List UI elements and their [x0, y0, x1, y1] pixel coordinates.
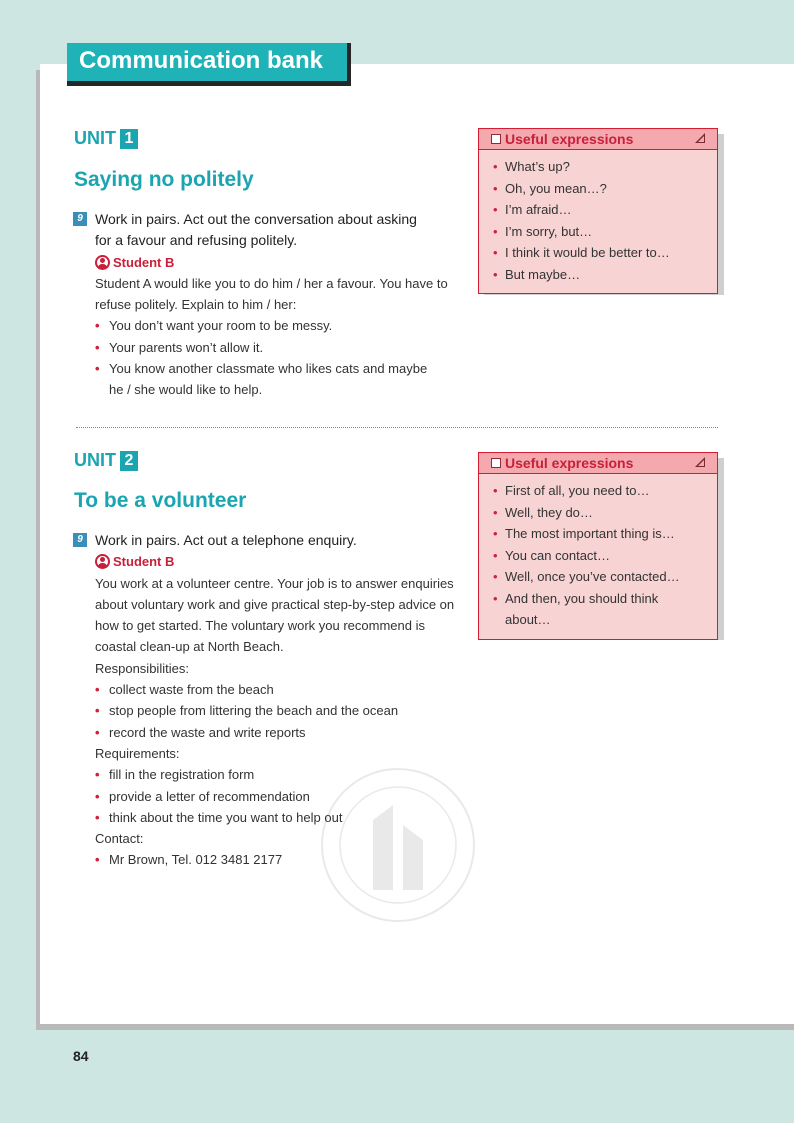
title-banner	[67, 43, 351, 86]
section-divider	[76, 427, 718, 428]
list-item: • record the waste and write reports	[95, 722, 458, 743]
expressions-header	[479, 129, 717, 150]
instruction-line-1: Work in pairs. Act out the conversation about asking	[95, 211, 417, 227]
student-role	[95, 252, 458, 273]
unit-1-task	[73, 209, 458, 401]
checkbox-icon	[491, 458, 501, 468]
list-item: • But maybe…	[493, 264, 707, 286]
instruction-line-1: Work in pairs. Act out a telephone enquiry.	[95, 532, 357, 548]
checkbox-icon	[491, 134, 501, 144]
title-banner-bg	[67, 43, 347, 81]
expressions-title: Useful expressions	[505, 131, 634, 147]
expressions-header	[479, 453, 717, 474]
role-description: You work at a volunteer centre. Your job is to answer enquiries about voluntary work and give practical step-by-step advice on how to get started. The voluntary work you recommend is coastal clean-up at North Beach.	[95, 575, 455, 655]
unit-1-heading	[74, 128, 138, 149]
list-item: • Oh, you mean…?	[493, 178, 707, 200]
student-label: Student B	[113, 254, 175, 270]
instruction-line-2: for a favour and refusing politely.	[95, 232, 298, 249]
requirements-label: Requirements:	[95, 745, 180, 761]
list-item: • Mr Brown, Tel. 012 3481 2177	[95, 849, 458, 870]
list-item: • Your parents won’t allow it.	[95, 337, 458, 358]
list-item: • I’m afraid…	[493, 199, 707, 221]
task-number-icon: 9	[73, 212, 87, 226]
list-item: • First of all, you need to…	[493, 480, 707, 502]
list-item: • You don’t want your room to be messy.	[95, 315, 458, 336]
list-item: • What’s up?	[493, 156, 707, 178]
role-description: Student A would like you to do him / her a favour. You have to refuse politely. Explain to him / her:	[95, 275, 448, 313]
list-item: • Well, once you’ve contacted…	[493, 566, 707, 588]
unit-2-heading	[74, 450, 138, 471]
expressions-title: Useful expressions	[505, 455, 634, 471]
list-item: • And then, you should think about…	[493, 588, 707, 631]
list-item: • You know another classmate who likes cats and maybe he / she would like to help.	[95, 358, 458, 401]
responsibilities-list	[95, 679, 458, 743]
unit-label: UNIT	[74, 128, 116, 148]
useful-expressions-box-1	[478, 128, 718, 294]
corner-triangle-icon	[695, 133, 705, 143]
unit-number: 1	[120, 129, 138, 149]
student-icon	[95, 554, 110, 569]
list-item: • collect waste from the beach	[95, 679, 458, 700]
contact-label: Contact:	[95, 831, 144, 847]
unit-2-title: To be a volunteer	[74, 489, 247, 512]
student-role	[95, 551, 458, 572]
useful-expressions-box-2	[478, 452, 718, 640]
list-item: • think about the time you want to help out	[95, 807, 458, 828]
responsibilities-label: Responsibilities:	[95, 660, 189, 676]
expressions-list	[479, 150, 717, 293]
list-item: • Well, they do…	[493, 502, 707, 524]
list-item: • You can contact…	[493, 545, 707, 567]
list-item: • The most important thing is…	[493, 523, 707, 545]
publisher-watermark	[318, 765, 478, 925]
list-item: • fill in the registration form	[95, 764, 458, 785]
list-item: • provide a letter of recommendation	[95, 786, 458, 807]
list-item: • I think it would be better to…	[493, 242, 707, 264]
student-icon	[95, 255, 110, 270]
corner-triangle-icon	[695, 457, 705, 467]
list-item: • stop people from littering the beach and the ocean	[95, 700, 458, 721]
page-number: 84	[73, 1048, 89, 1064]
task-instruction	[73, 530, 458, 551]
unit-number: 2	[120, 451, 138, 471]
list-item: • I’m sorry, but…	[493, 221, 707, 243]
task-number-icon: 9	[73, 533, 87, 547]
unit-1-title: Saying no politely	[74, 168, 254, 191]
unit-label: UNIT	[74, 450, 116, 470]
bullet-list	[95, 315, 458, 400]
task-body	[73, 252, 458, 401]
expressions-list	[479, 474, 717, 639]
task-instruction	[73, 209, 458, 252]
student-label: Student B	[113, 554, 175, 570]
page-title: Communication bank	[79, 47, 324, 74]
